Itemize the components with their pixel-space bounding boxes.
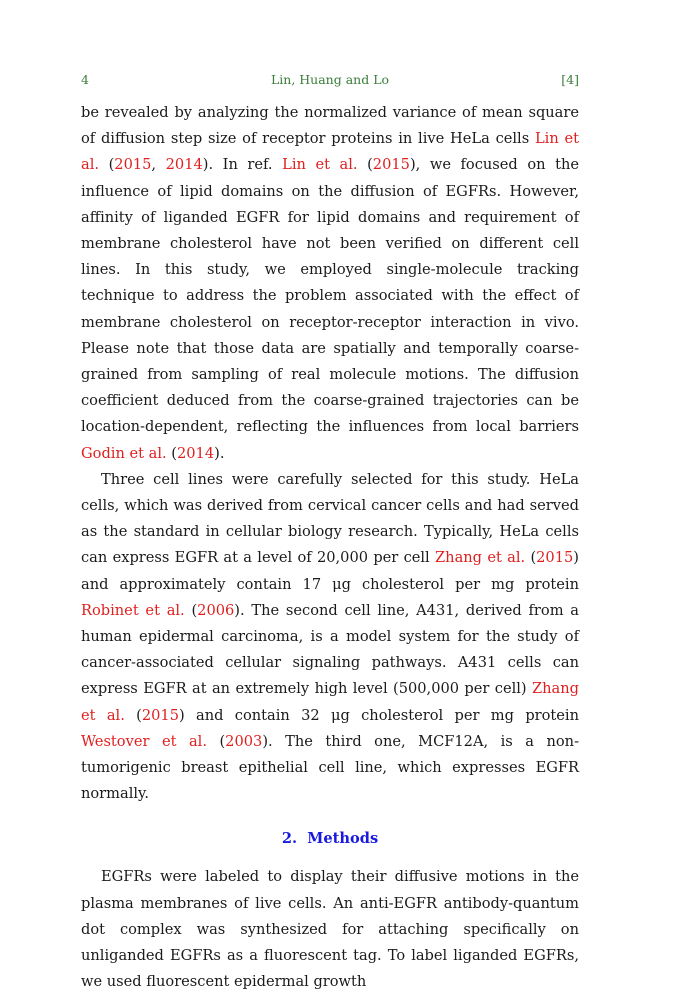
text-run: Three cell lines were carefully selected for this study. HeLa cells, which was derived from cervical cancer cells and had served as the standard in cellular biology research. Typically, HeLa cells can express EGFR at a level of 20,000 per cell [81, 470, 579, 567]
text-run: ). The third one, MCF12A, is a non-tumorigenic breast epithelial cell line, which expresses EGFR normally. [81, 732, 580, 803]
paragraph-1 [81, 100, 579, 467]
citation-year-link[interactable]: 2015 [114, 156, 152, 174]
citation-year-link[interactable]: 2015 [141, 706, 179, 724]
text-run: ( [525, 549, 537, 567]
text-run: ) and approximately contain 17 μg cholesterol per mg protein [81, 549, 579, 593]
citation-link[interactable]: Westover et al. [81, 732, 207, 750]
citation-year-link[interactable]: 2014 [176, 444, 215, 462]
section-title: Methods [307, 830, 379, 848]
paragraph-3: EGFRs were labeled to display their diffusive motions in the plasma membranes of live cells. An anti-EGFR antibody-quantum dot complex was synthesized for attaching specifically on unliganded EGFRs as a fluorescent tag. To label liganded EGFRs, we used fluorescent epidermal growth [81, 868, 579, 991]
text-run: be revealed by analyzing the normalized variance of mean square of diffusion step size of receptor proteins in live HeLa cells [81, 104, 579, 148]
citation-year-link[interactable]: 2015 [536, 549, 574, 567]
text-run: ( [206, 732, 226, 750]
citation-link[interactable]: Godin et al. [81, 444, 167, 462]
running-authors: Lin, Huang and Lo [270, 72, 390, 87]
text-run: ( [357, 156, 373, 174]
citation-link[interactable]: Lin et al. [282, 156, 358, 174]
text-run: , [151, 156, 166, 174]
section-heading [81, 826, 579, 852]
running-header [81, 72, 579, 90]
section-number: 2. [281, 830, 298, 848]
citation-link[interactable]: Lin et al. [81, 130, 579, 174]
text-run: ), we focused on the influence of lipid domains on the diffusion of EGFRs. However, affinity of liganded EGFR for lipid domains and requirement of membrane cholesterol have not been verified on different cell lines. In this study, we employed single-molecule tracking technique to address the problem associated with the effect of membrane cholesterol on receptor-receptor interaction in vivo. Please note that those data are spatially and temporally coarse-grained from sampling of real molecule motions. The diffusion coefficient deduced from the coarse-grained trajectories can be location-dependent, reflecting the influences from local barriers [81, 156, 579, 436]
citation-year-link[interactable]: 2015 [372, 156, 410, 174]
text-run: ). [214, 444, 225, 462]
citation-link[interactable]: Zhang et al. [81, 680, 579, 724]
text-run: ) and contain 32 μg cholesterol per mg protein [179, 706, 579, 724]
citation-year-link[interactable]: 2014 [165, 156, 203, 174]
paragraph-2 [81, 467, 579, 808]
citation-link[interactable]: Zhang et al. [435, 549, 526, 567]
page-number: 4 [81, 72, 89, 87]
citation-link[interactable]: Robinet et al. [81, 601, 185, 619]
citation-year-link[interactable]: 2003 [225, 732, 263, 750]
text-run: ( [124, 706, 142, 724]
text-run: ( [99, 156, 115, 174]
citation-year-link[interactable]: 2006 [197, 601, 235, 619]
article-body [81, 100, 579, 996]
text-run: ). The second cell line, A431, derived from a human epidermal carcinoma, is a model system for the study of cancer-associated cellular signaling pathways. A431 cells can express EGFR at an extremely high level (500,000 per cell) [81, 601, 579, 698]
reference-number: [4] [561, 72, 579, 87]
text-run: ( [166, 444, 177, 462]
text-run: ). In ref. [202, 156, 283, 174]
text-run: ( [184, 601, 198, 619]
